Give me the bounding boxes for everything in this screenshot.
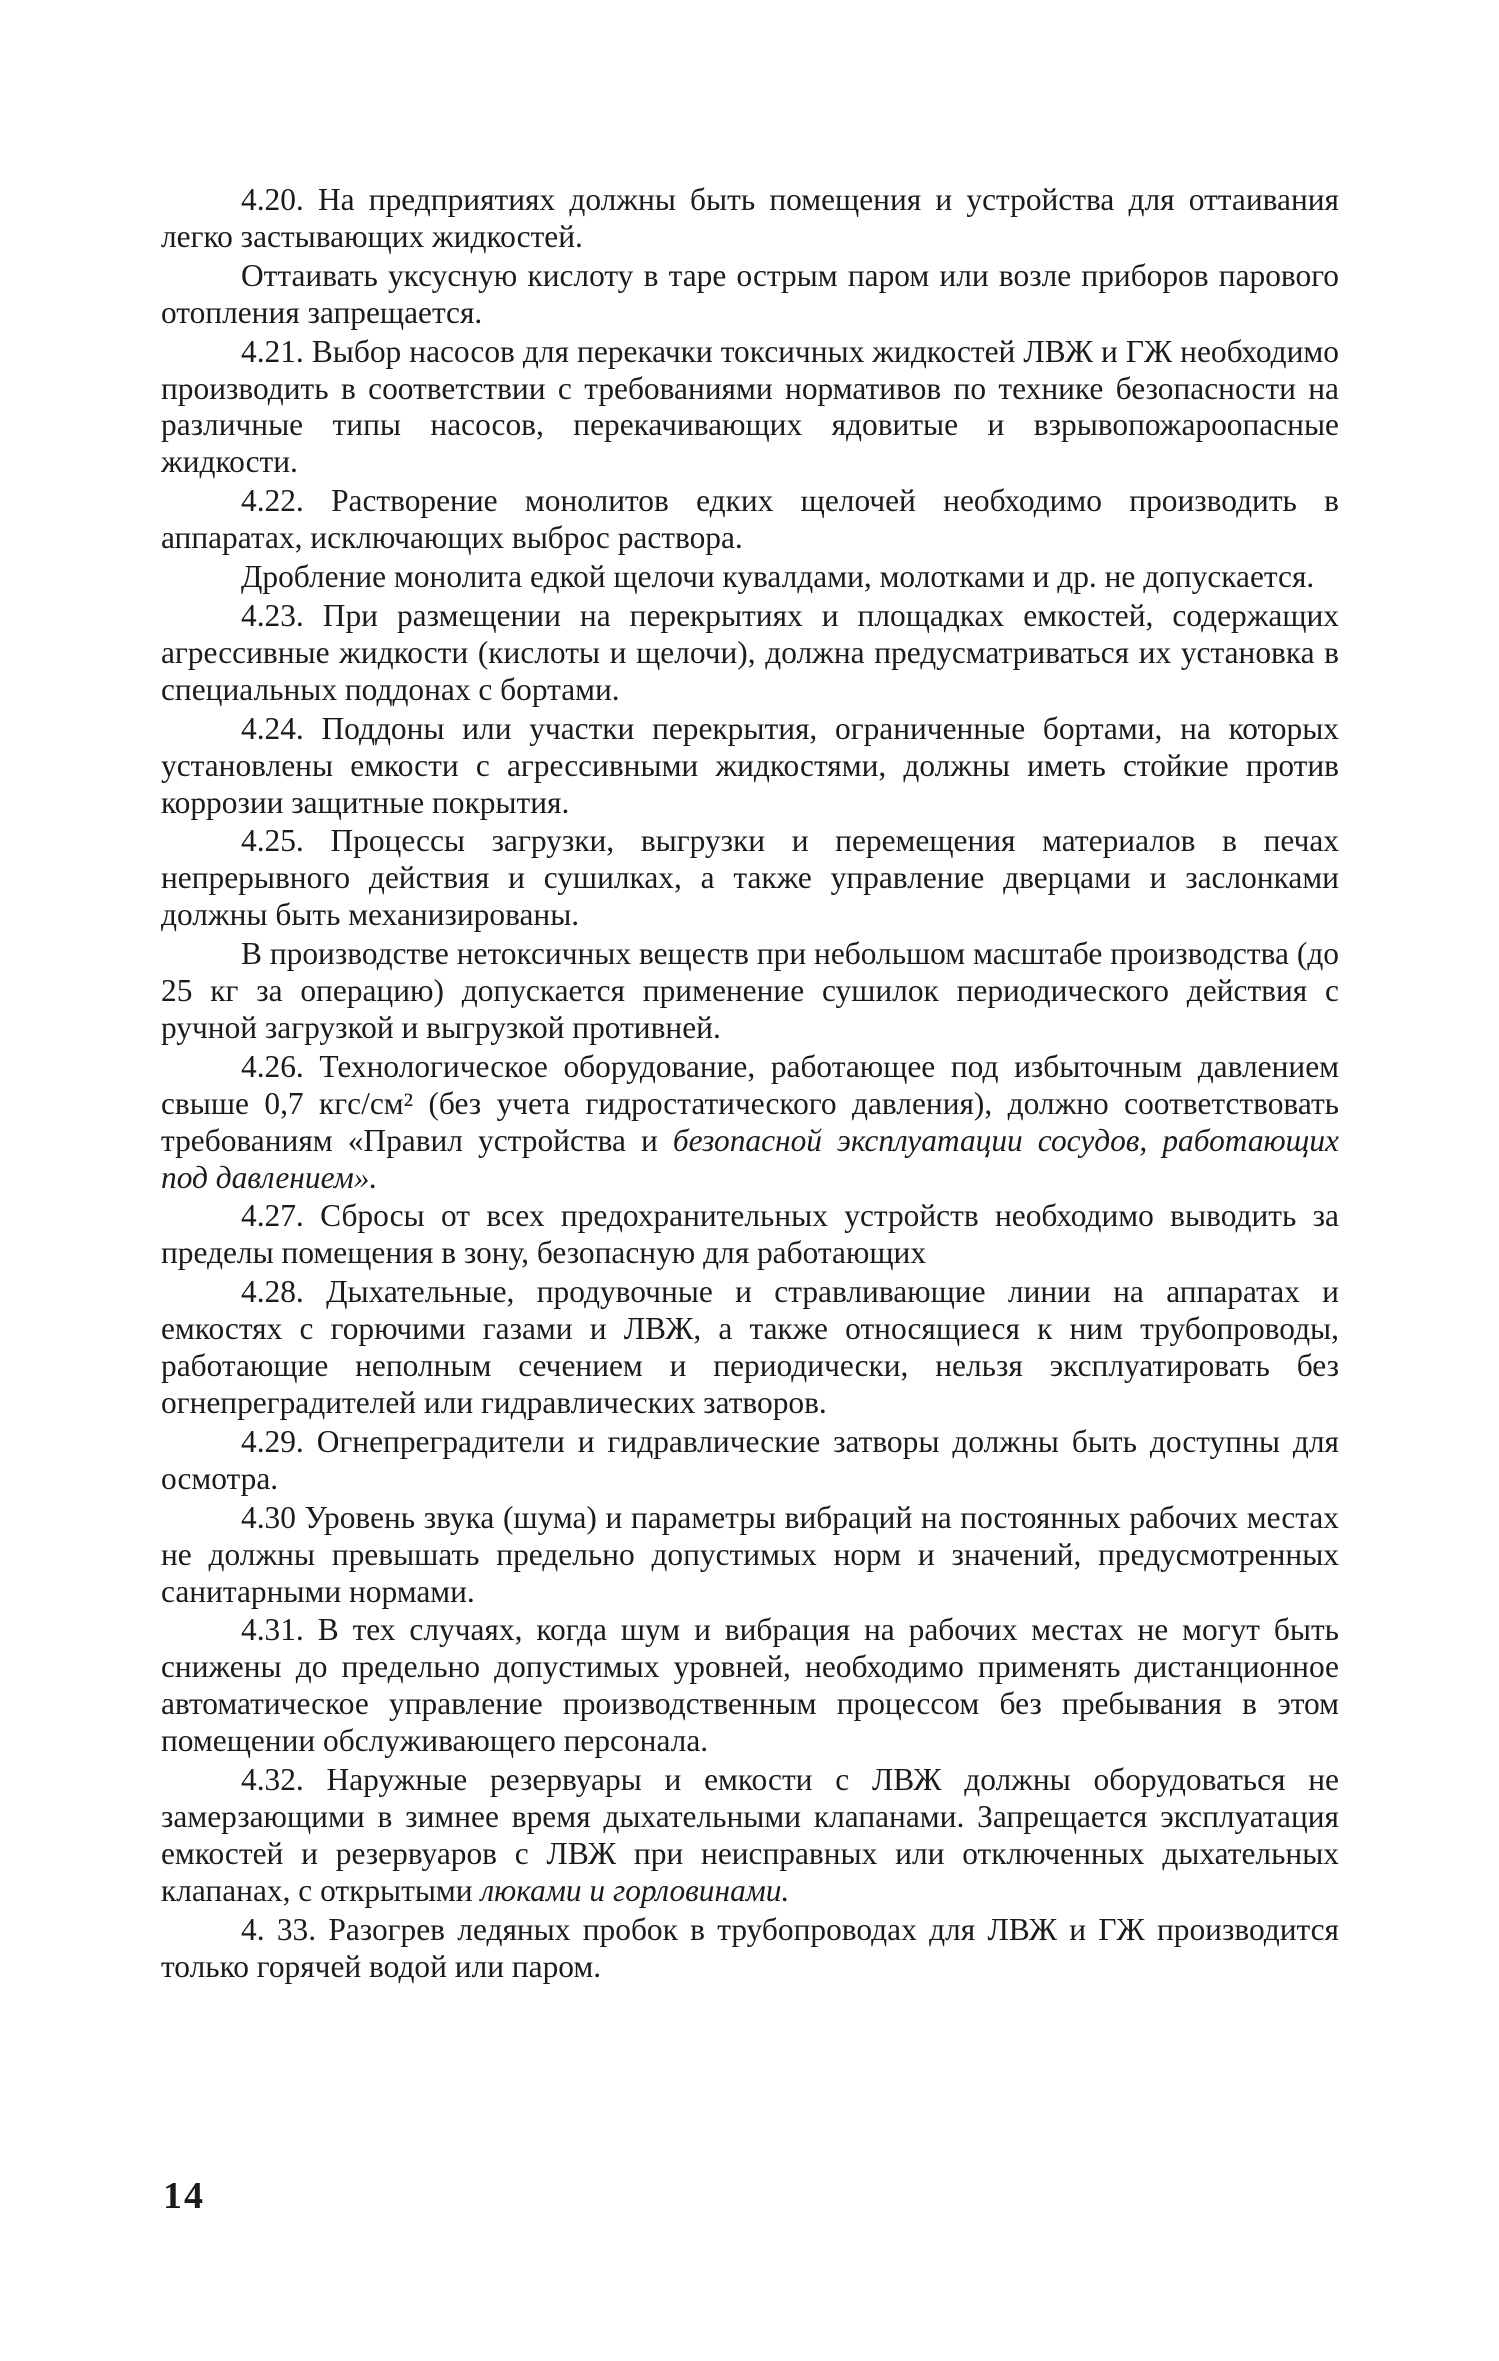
page-number: 14 bbox=[163, 2175, 205, 2217]
document-body bbox=[161, 182, 1339, 1988]
paragraph-4-31: 4.31. В тех случаях, когда шум и вибрация на рабочих местах не могут быть снижены до предельно допустимых уровней, необходимо применять дистанционное автоматическое управление производственным процессом без пребывания в этом помещении обслуживающего персонала. bbox=[161, 1612, 1339, 1759]
paragraph-4-30: 4.30 Уровень звука (шума) и параметры вибраций на постоянных рабочих местах не должны превышать предельно допустимых норм и значений, предусмотренных санитарными нормами. bbox=[161, 1499, 1339, 1609]
paragraph-4-33: 4. 33. Разогрев ледяных пробок в трубопроводах для ЛВЖ и ГЖ производится только горячей водой или паром. bbox=[161, 1911, 1339, 1984]
paragraph-4-32: 4.32. Наружные резервуары и емкости с ЛВЖ должны оборудоваться не замерзающими в зимнее время дыхательными клапанами. Запрещается эксплуатация емкостей и резервуаров с ЛВЖ при неисправных или отключенных дыхательных клапанах, с открытыми люками и горловинами. bbox=[161, 1762, 1339, 1908]
paragraph-4-29: 4.29. Огнепреградители и гидравлические затворы должны быть доступны для осмотра. bbox=[161, 1423, 1339, 1496]
paragraph-4-25: 4.25. Процессы загрузки, выгрузки и перемещения материалов в печах непрерывного действия и сушилках, а также управление дверцами и заслонками должны быть механизированы. bbox=[161, 823, 1339, 933]
paragraph-4-27: 4.27. Сбросы от всех предохранительных устройств необходимо выводить за пределы помещения в зону, безопасную для работающих bbox=[161, 1198, 1339, 1271]
paragraph-4-21: 4.21. Выбор насосов для перекачки токсичных жидкостей ЛВЖ и ГЖ необходимо производить в соответствии с требованиями нормативов по технике безопасности на различные типы насосов, перекачивающих ядовитые и взрывопожароопасные жидкости. bbox=[161, 333, 1339, 480]
italic-phrase: люками и горловинами. bbox=[480, 1872, 790, 1908]
paragraph-4-20: 4.20. На предприятиях должны быть помещения и устройства для оттаивания легко застывающих жидкостей. bbox=[161, 182, 1339, 254]
paragraph-dryers: В производстве нетоксичных веществ при небольшом масштабе производства (до 25 кг за операцию) допускается применение сушилок периодического действия с ручной загрузкой и выгрузкой противней. bbox=[161, 936, 1339, 1045]
paragraph-4-28: 4.28. Дыхательные, продувочные и стравливающие линии на аппаратах и емкостях с горючими газами и ЛВЖ, а также относящиеся к ним трубопроводы, работающие неполным сечением и периодически, нельзя эксплуатировать без огнепреградителей или гидравлических затворов. bbox=[161, 1274, 1339, 1420]
paragraph-acetic-acid: Оттаивать уксусную кислоту в таре острым паром или возле приборов парового отопления запрещается. bbox=[161, 257, 1339, 330]
italic-phrase: безопасной эксплуатации сосудов, работающих под давлением». bbox=[161, 1122, 1339, 1195]
paragraph-crushing: Дробление монолита едкой щелочи кувалдами, молотками и др. не допускается. bbox=[241, 559, 1315, 595]
paragraph-4-24: 4.24. Поддоны или участки перекрытия, ограниченные бортами, на которых установлены емкости с агрессивными жидкостями, должны иметь стойкие против коррозии защитные покрытия. bbox=[161, 710, 1339, 820]
paragraph-4-23: 4.23. При размещении на перекрытиях и площадках емкостей, содержащих агрессивные жидкости (кислоты и щелочи), должна предусматриваться их установка в специальных поддонах с бортами. bbox=[161, 597, 1339, 707]
paragraph-4-22: 4.22. Растворение монолитов едких щелочей необходимо производить в аппаратах, исключающих выброс раствора. bbox=[161, 483, 1339, 556]
paragraph-4-26: 4.26. Технологическое оборудование, работающее под избыточным давлением свыше 0,7 кгс/см² (без учета гидростатического давления), должно соответствовать требованиям «Правил устройства и безопасной эксплуатации сосудов, работающих под давлением». bbox=[161, 1048, 1339, 1195]
